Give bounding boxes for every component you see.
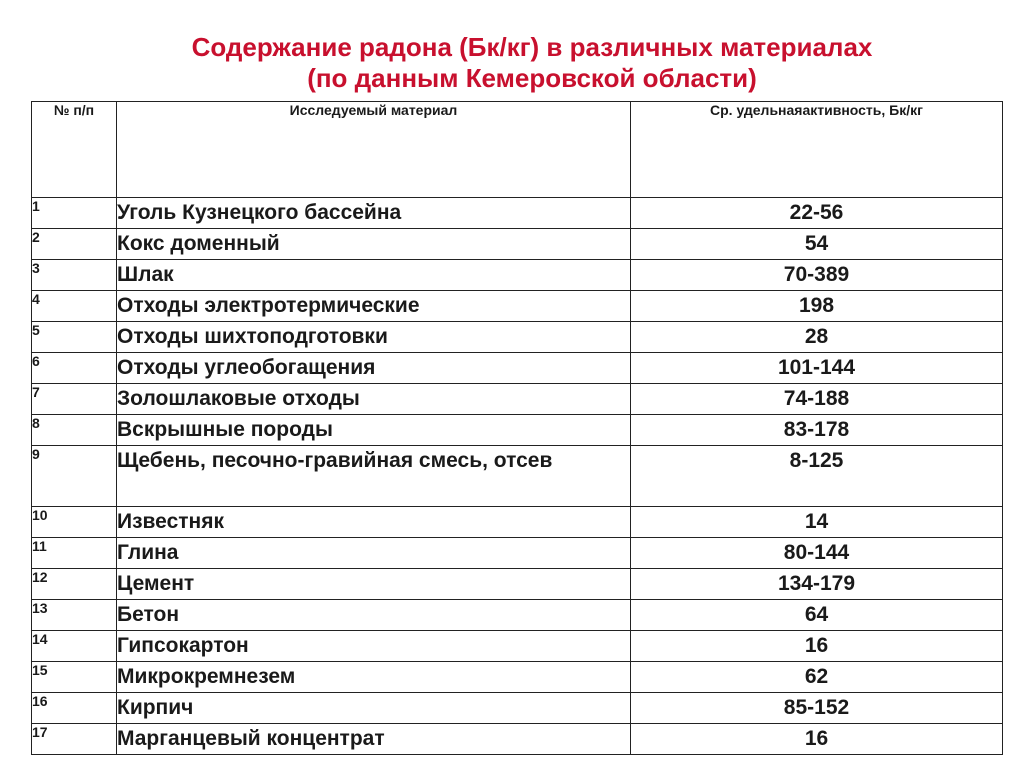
- row-material: Марганцевый концентрат: [117, 724, 631, 755]
- row-activity: 22-56: [631, 198, 1003, 229]
- row-material: Золошлаковые отходы: [117, 384, 631, 415]
- row-activity: 54: [631, 229, 1003, 260]
- table-row: [32, 260, 1003, 291]
- row-number: 14: [32, 631, 117, 662]
- row-material: Кокс доменный: [117, 229, 631, 260]
- row-material: Щебень, песочно-гравийная смесь, отсев: [117, 446, 631, 507]
- row-number: 7: [32, 384, 117, 415]
- row-material: Бетон: [117, 600, 631, 631]
- row-material: Вскрышные породы: [117, 415, 631, 446]
- row-number: 13: [32, 600, 117, 631]
- row-number: 6: [32, 353, 117, 384]
- table-row: [32, 415, 1003, 446]
- row-material: Отходы углеобогащения: [117, 353, 631, 384]
- table-row: [32, 198, 1003, 229]
- row-number: 15: [32, 662, 117, 693]
- row-number: 10: [32, 507, 117, 538]
- row-number: 9: [32, 446, 117, 507]
- row-number: 3: [32, 260, 117, 291]
- table-row: [32, 291, 1003, 322]
- table-row: [32, 322, 1003, 353]
- row-number: 11: [32, 538, 117, 569]
- row-number: 1: [32, 198, 117, 229]
- row-number: 2: [32, 229, 117, 260]
- row-activity: 134-179: [631, 569, 1003, 600]
- header-number: № п/п: [32, 102, 117, 198]
- row-activity: 83-178: [631, 415, 1003, 446]
- row-activity: 28: [631, 322, 1003, 353]
- table-row: [32, 600, 1003, 631]
- row-number: 5: [32, 322, 117, 353]
- row-material: Гипсокартон: [117, 631, 631, 662]
- row-activity: 14: [631, 507, 1003, 538]
- row-material: Отходы шихтоподготовки: [117, 322, 631, 353]
- table-row: [32, 446, 1003, 507]
- header-activity: Ср. удельнаяактивность, Бк/кг: [631, 102, 1003, 198]
- row-number: 17: [32, 724, 117, 755]
- header-material: Исследуемый материал: [117, 102, 631, 198]
- table-row: [32, 724, 1003, 755]
- row-number: 4: [32, 291, 117, 322]
- table-row: [32, 229, 1003, 260]
- row-material: Известняк: [117, 507, 631, 538]
- row-material: Отходы электротермические: [117, 291, 631, 322]
- row-activity: 101-144: [631, 353, 1003, 384]
- row-number: 8: [32, 415, 117, 446]
- row-number: 16: [32, 693, 117, 724]
- row-activity: 85-152: [631, 693, 1003, 724]
- row-activity: 8-125: [631, 446, 1003, 507]
- row-activity: 74-188: [631, 384, 1003, 415]
- row-material: Уголь Кузнецкого бассейна: [117, 198, 631, 229]
- table-row: [32, 569, 1003, 600]
- row-material: Глина: [117, 538, 631, 569]
- row-activity: 80-144: [631, 538, 1003, 569]
- row-material: Микрокремнезем: [117, 662, 631, 693]
- table-row: [32, 693, 1003, 724]
- slide-title: [60, 32, 1004, 94]
- table-row: [32, 631, 1003, 662]
- row-material: Шлак: [117, 260, 631, 291]
- row-activity: 198: [631, 291, 1003, 322]
- title-line-2: (по данным Кемеровской области): [307, 63, 757, 93]
- row-material: Цемент: [117, 569, 631, 600]
- radon-table: [31, 101, 1003, 755]
- table-header-row: [32, 102, 1003, 198]
- row-activity: 16: [631, 631, 1003, 662]
- row-activity: 70-389: [631, 260, 1003, 291]
- row-material: Кирпич: [117, 693, 631, 724]
- table-row: [32, 662, 1003, 693]
- row-activity: 16: [631, 724, 1003, 755]
- row-activity: 64: [631, 600, 1003, 631]
- row-number: 12: [32, 569, 117, 600]
- row-activity: 62: [631, 662, 1003, 693]
- table-row: [32, 538, 1003, 569]
- table-row: [32, 353, 1003, 384]
- title-line-1: Содержание радона (Бк/кг) в различных материалах: [191, 32, 873, 62]
- table-row: [32, 507, 1003, 538]
- table-row: [32, 384, 1003, 415]
